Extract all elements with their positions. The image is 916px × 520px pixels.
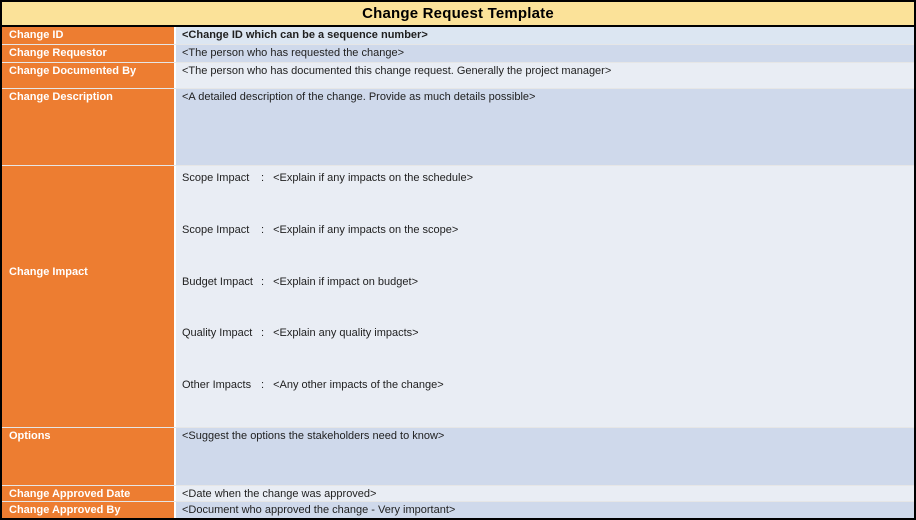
row-change-requestor bbox=[2, 44, 914, 62]
impact-line-quality[interactable] bbox=[182, 327, 906, 379]
impact-value: <Explain if any impacts on the scope> bbox=[273, 223, 459, 236]
impact-colon: : bbox=[261, 327, 265, 340]
row-change-approved-by bbox=[2, 501, 914, 518]
value-change-approved-date[interactable]: <Date when the change was approved> bbox=[176, 486, 914, 501]
impact-name: Other Impacts bbox=[182, 379, 252, 392]
value-change-impact[interactable] bbox=[176, 166, 914, 427]
impact-colon: : bbox=[261, 172, 265, 184]
template-table bbox=[2, 27, 914, 518]
impact-line-other[interactable] bbox=[182, 379, 906, 427]
impact-name: Scope Impact bbox=[182, 172, 250, 184]
value-options[interactable]: <Suggest the options the stakeholders need to know> bbox=[176, 428, 914, 485]
label-change-description: Change Description bbox=[2, 89, 176, 165]
impact-line-budget[interactable] bbox=[182, 276, 906, 328]
title-bar bbox=[2, 2, 914, 27]
label-change-id: Change ID bbox=[2, 27, 176, 44]
row-change-description bbox=[2, 88, 914, 165]
impact-name: Quality Impact bbox=[182, 327, 253, 340]
impact-colon: : bbox=[261, 223, 265, 236]
label-change-impact: Change Impact bbox=[2, 166, 176, 427]
value-change-description[interactable]: <A detailed description of the change. Provide as much details possible> bbox=[176, 89, 914, 165]
label-change-documented-by: Change Documented By bbox=[2, 63, 176, 88]
value-change-id[interactable]: <Change ID which can be a sequence number> bbox=[176, 27, 914, 44]
label-options: Options bbox=[2, 428, 176, 485]
value-change-approved-by[interactable]: <Document who approved the change - Very important> bbox=[176, 502, 914, 518]
row-change-documented-by bbox=[2, 62, 914, 88]
label-change-approved-by: Change Approved By bbox=[2, 502, 176, 518]
row-change-impact bbox=[2, 165, 914, 427]
row-change-approved-date bbox=[2, 485, 914, 501]
impact-colon: : bbox=[261, 379, 265, 392]
impact-line-scope[interactable] bbox=[182, 224, 906, 276]
impact-name: Budget Impact bbox=[182, 275, 253, 288]
value-change-documented-by[interactable]: <The person who has documented this change request. Generally the project manager> bbox=[176, 63, 914, 88]
label-change-requestor: Change Requestor bbox=[2, 45, 176, 62]
page-title: Change Request Template bbox=[362, 5, 554, 22]
label-change-approved-date: Change Approved Date bbox=[2, 486, 176, 501]
impact-line-schedule[interactable] bbox=[182, 172, 906, 224]
table-container bbox=[2, 2, 914, 518]
impact-value: <Explain any quality impacts> bbox=[273, 327, 419, 340]
impact-value: <Explain if impact on budget> bbox=[273, 275, 418, 288]
row-options bbox=[2, 427, 914, 485]
impact-value: <Explain if any impacts on the schedule> bbox=[273, 172, 474, 184]
impact-value: <Any other impacts of the change> bbox=[273, 379, 444, 392]
row-change-id bbox=[2, 27, 914, 44]
impact-colon: : bbox=[261, 275, 265, 288]
impact-name: Scope Impact bbox=[182, 223, 250, 236]
value-change-requestor[interactable]: <The person who has requested the change> bbox=[176, 45, 914, 62]
